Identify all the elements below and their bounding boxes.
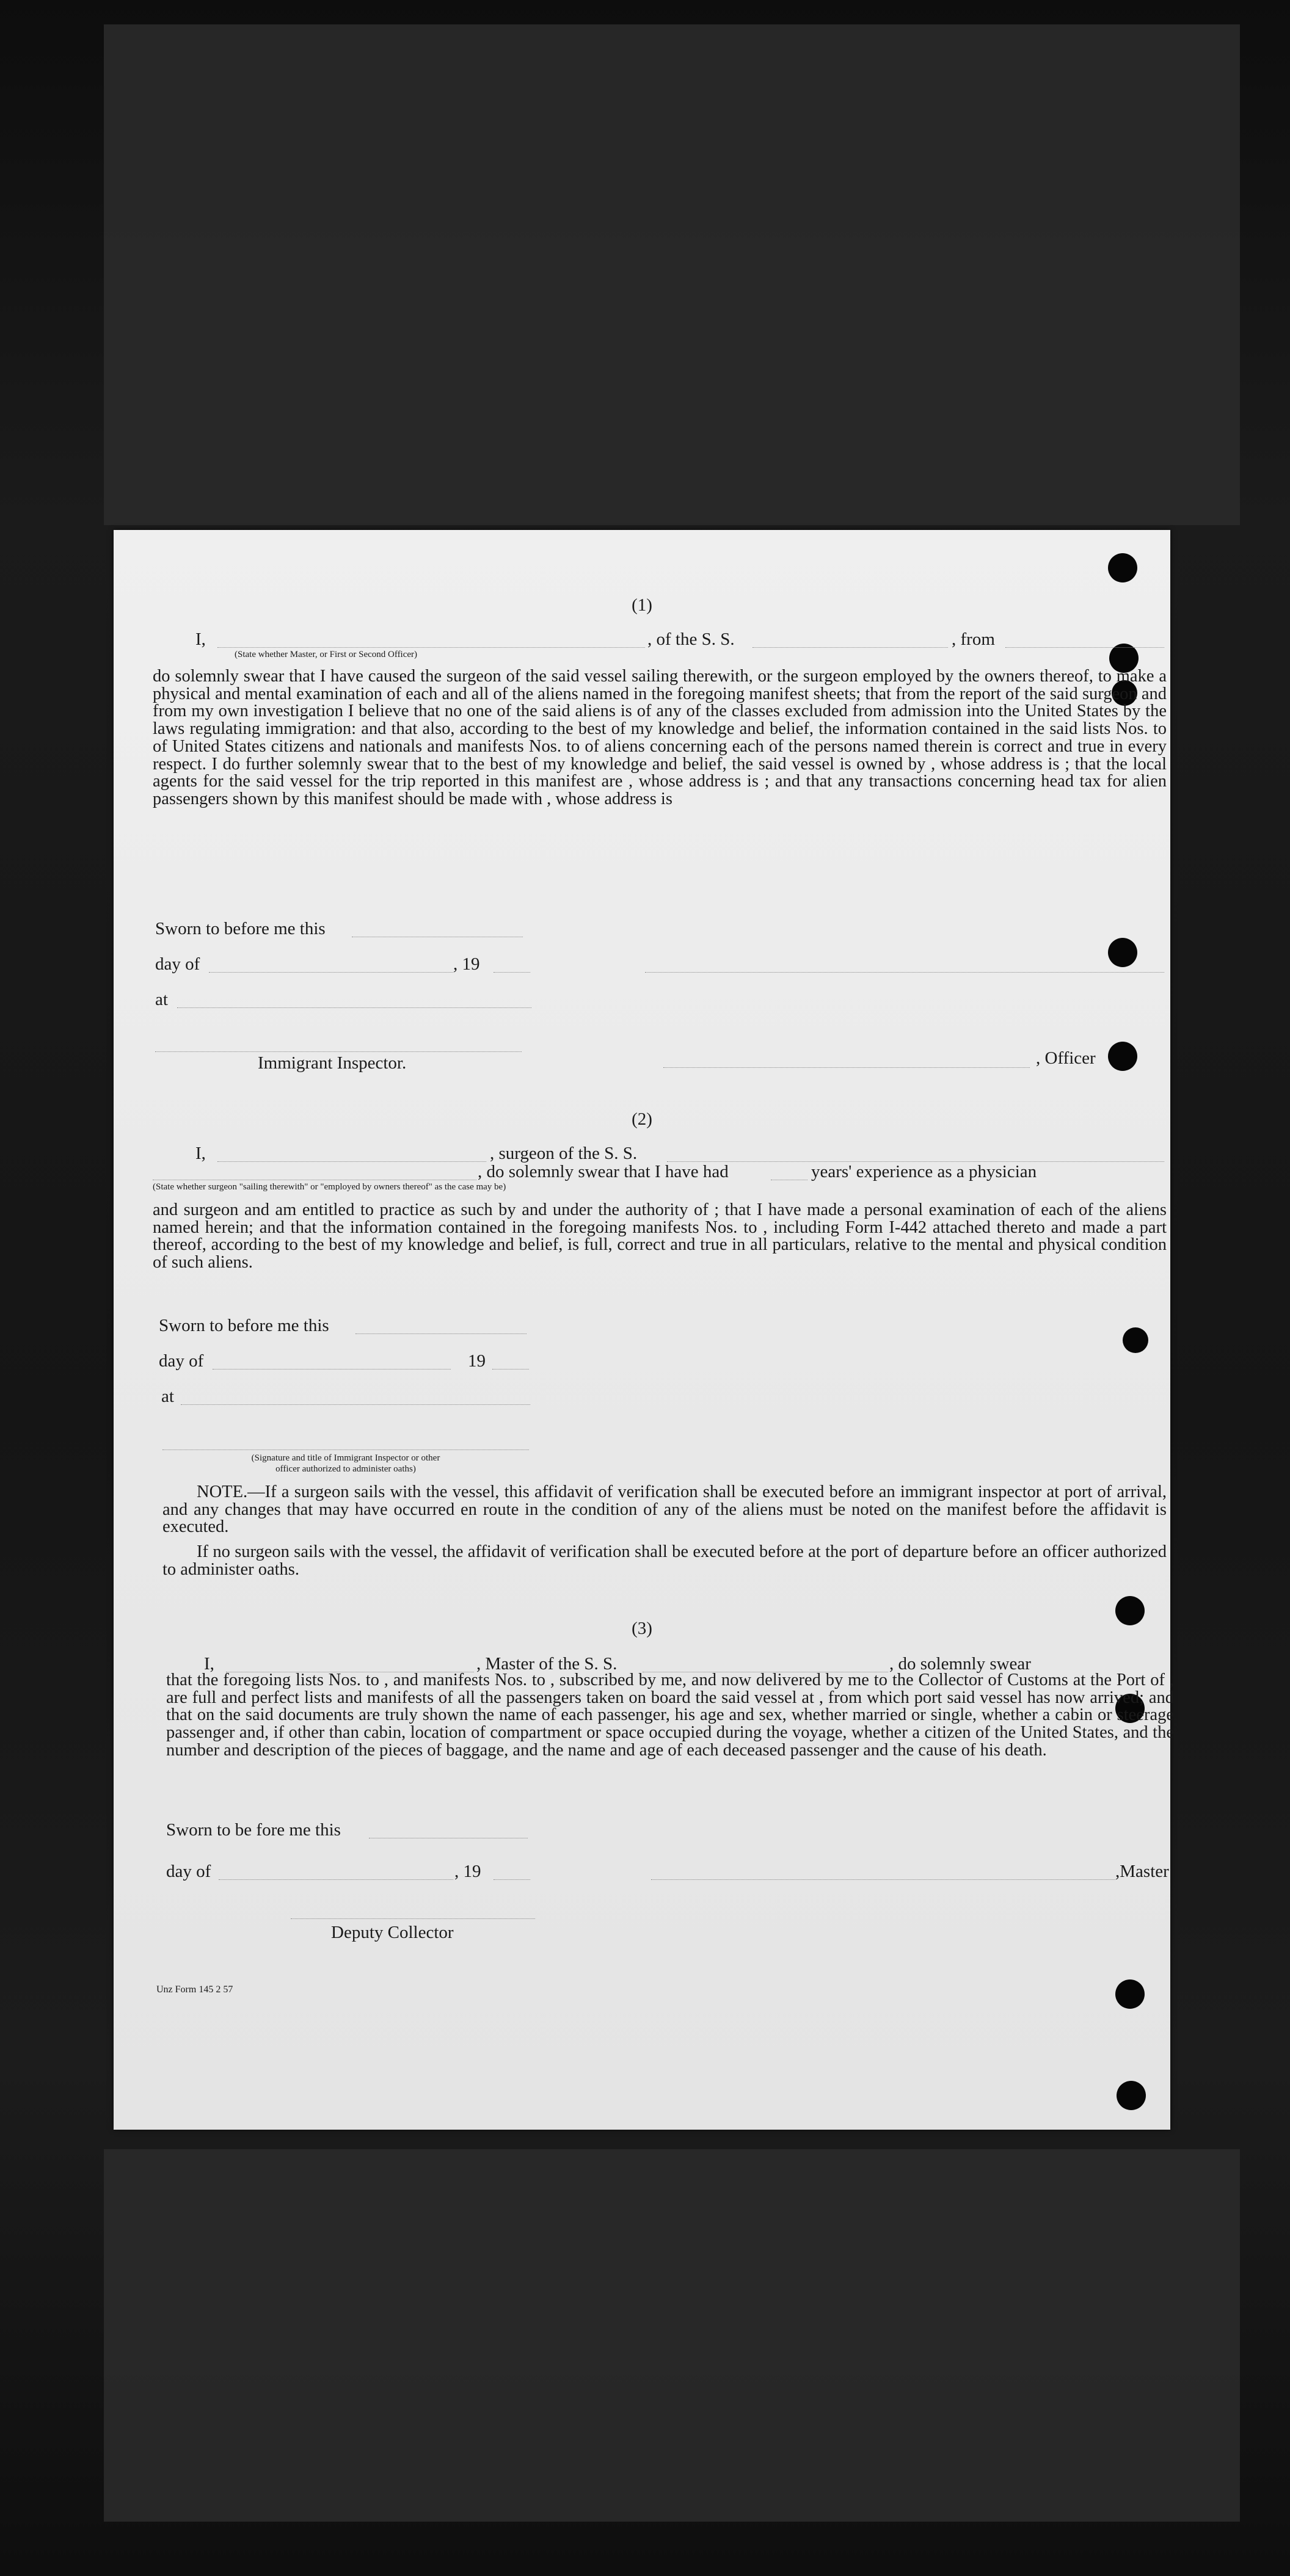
film-background-bottom xyxy=(104,2149,1240,2522)
section-2-year: 19 xyxy=(468,1351,486,1371)
punch-hole-icon xyxy=(1108,1042,1137,1071)
day-of-field[interactable] xyxy=(209,972,453,973)
surgeon-at-place-field[interactable] xyxy=(181,1404,530,1405)
year-field[interactable] xyxy=(494,972,530,973)
section-3-swear-label: , do solemnly swear xyxy=(889,1654,1031,1674)
officer-name-field[interactable] xyxy=(217,647,645,648)
section-2-at: at xyxy=(161,1387,174,1406)
section-3-day-of: day of xyxy=(166,1862,211,1881)
officer-label: , Officer xyxy=(1036,1048,1096,1068)
section-2-swear-line: , do solemnly swear that I have had xyxy=(478,1162,729,1181)
punch-hole-icon xyxy=(1123,1327,1148,1353)
punch-hole-icon xyxy=(1108,938,1137,967)
section-2-vessel-label: , surgeon of the S. S. xyxy=(490,1144,638,1163)
surgeon-year-field[interactable] xyxy=(492,1369,529,1370)
surgeon-sworn-date-field[interactable] xyxy=(355,1333,527,1334)
signature-line[interactable] xyxy=(645,972,1164,973)
section-3-vessel-label: , Master of the S. S. xyxy=(476,1654,618,1674)
section-1-from-label: , from xyxy=(952,629,995,649)
vessel-name-field[interactable] xyxy=(752,647,948,648)
signature-note-line-1: (Signature and title of Immigrant Inspector or other xyxy=(251,1453,440,1463)
note-paragraph-2: If no surgeon sails with the vessel, the affidavit of verification shall be executed before at the port of departure before an officer authorized to administer oaths. xyxy=(162,1542,1167,1579)
collector-signature-line[interactable] xyxy=(291,1918,535,1919)
administering-officer-signature-line[interactable] xyxy=(162,1449,529,1450)
section-1-day-of: day of xyxy=(155,954,200,974)
section-1-sworn: Sworn to before me this xyxy=(155,919,326,938)
punch-hole-icon xyxy=(1117,2081,1146,2110)
master-label: ,Master xyxy=(1115,1862,1169,1881)
section-1-vessel-label: , of the S. S. xyxy=(647,629,735,649)
section-3-number: (3) xyxy=(632,1619,652,1638)
inspector-signature-line[interactable] xyxy=(155,1051,522,1052)
section-3-body: that the foregoing lists Nos. to , and manifests Nos. to , subscribed by me, and now delivered by me to the Collector of Customs at the Port of , are full and perfect lists and manifests of all the passengers taken on board the said vessel at , from which port said vessel has now arrived; and that on the said documents are truly shown the name of each passenger, his age and sex, whether married or single, whether a cabin or steerage passenger and, if other than cabin, location of compartment or space occupied during the voyage, whether a citizen of the United States, and the number and description of the pieces of baggage, and the name and age of each deceased passenger and the cause of his death. xyxy=(166,1671,1174,1760)
at-place-field[interactable] xyxy=(177,1007,531,1008)
section-3-i-label: I, xyxy=(204,1654,214,1674)
master-signature-line[interactable] xyxy=(651,1879,1115,1880)
punch-hole-icon xyxy=(1115,1979,1145,2009)
surgeon-day-of-field[interactable] xyxy=(213,1369,451,1370)
section-1-body: do solemnly swear that I have caused the surgeon of the said vessel sailing therewith, or the surgeon employed by the owners thereof, to make a physical and mental examination of each and all of the aliens named in the foregoing manifest sheets; that from the report of the said surgeon and from my own investigation I believe that no one of the said aliens is of any of the classes excluded from admission into the United States by the laws regulating immigration: and that also, according to the best of my knowledge and belief, the information contained in the said lists Nos. to of United States citizens and nationals and manifests Nos. to of aliens concerning each of the persons named therein is correct and true in every respect. I do further solemnly swear that to the best of my knowledge and belief, the said vessel is owned by , whose address is ; that the local agents for the said vessel for the trip reported in this manifest are , whose address is ; and that any transactions concerning head tax for alien passengers shown by this manifest should be made with , whose address is xyxy=(153,667,1167,808)
port-from-field[interactable] xyxy=(1005,647,1164,648)
note-paragraph-1: NOTE.—If a surgeon sails with the vessel, this affidavit of verification shall be executed before an immigrant inspector at port of arrival, and any changes that may have occurred en route in the condition of any of the aliens must be noted on the manifest before the affidavit is executed. xyxy=(162,1482,1167,1537)
section-2-day-of: day of xyxy=(159,1351,204,1371)
punch-hole-icon xyxy=(1108,553,1137,582)
section-1-year: , 19 xyxy=(453,954,480,974)
master-year-field[interactable] xyxy=(494,1879,530,1880)
form-id: Unz Form 145 2 57 xyxy=(156,1984,233,1995)
film-background-top xyxy=(104,24,1240,525)
section-1-number: (1) xyxy=(632,595,652,615)
section-1-at: at xyxy=(155,990,168,1009)
manifest-affidavit-page xyxy=(114,530,1174,2130)
master-day-of-field[interactable] xyxy=(219,1879,453,1880)
officer-signature-line[interactable] xyxy=(663,1067,1030,1068)
section-2-number: (2) xyxy=(632,1109,652,1129)
section-2-i-label: I, xyxy=(195,1144,206,1163)
signature-note-line-2: officer authorized to administer oaths) xyxy=(275,1464,416,1474)
section-3-sworn: Sworn to be fore me this xyxy=(166,1820,341,1840)
section-3-year: , 19 xyxy=(454,1862,481,1881)
surgeon-note: (State whether surgeon "sailing therewith" or "employed by owners thereof" as the case may be) xyxy=(153,1182,506,1192)
surgeon-name-field[interactable] xyxy=(217,1161,486,1162)
deputy-collector-label: Deputy Collector xyxy=(331,1923,454,1942)
section-2-years-label: years' experience as a physician xyxy=(811,1162,1037,1181)
officer-note: (State whether Master, or First or Second Officer) xyxy=(235,650,418,659)
section-1-i-label: I, xyxy=(195,629,206,649)
section-2-sworn: Sworn to before me this xyxy=(159,1316,329,1335)
immigrant-inspector-label: Immigrant Inspector. xyxy=(258,1053,407,1073)
section-2-body: and surgeon and am entitled to practice as such by and under the authority of ; that I have made a personal examination of each of the aliens named herein; and that the information contained in the foregoing manifests Nos. to , including Form I-442 attached thereto and made a part thereof, according to the best of my knowledge and belief, is full, correct and true in all particulars, relative to the mental and physical condition of such aliens. xyxy=(153,1200,1167,1272)
